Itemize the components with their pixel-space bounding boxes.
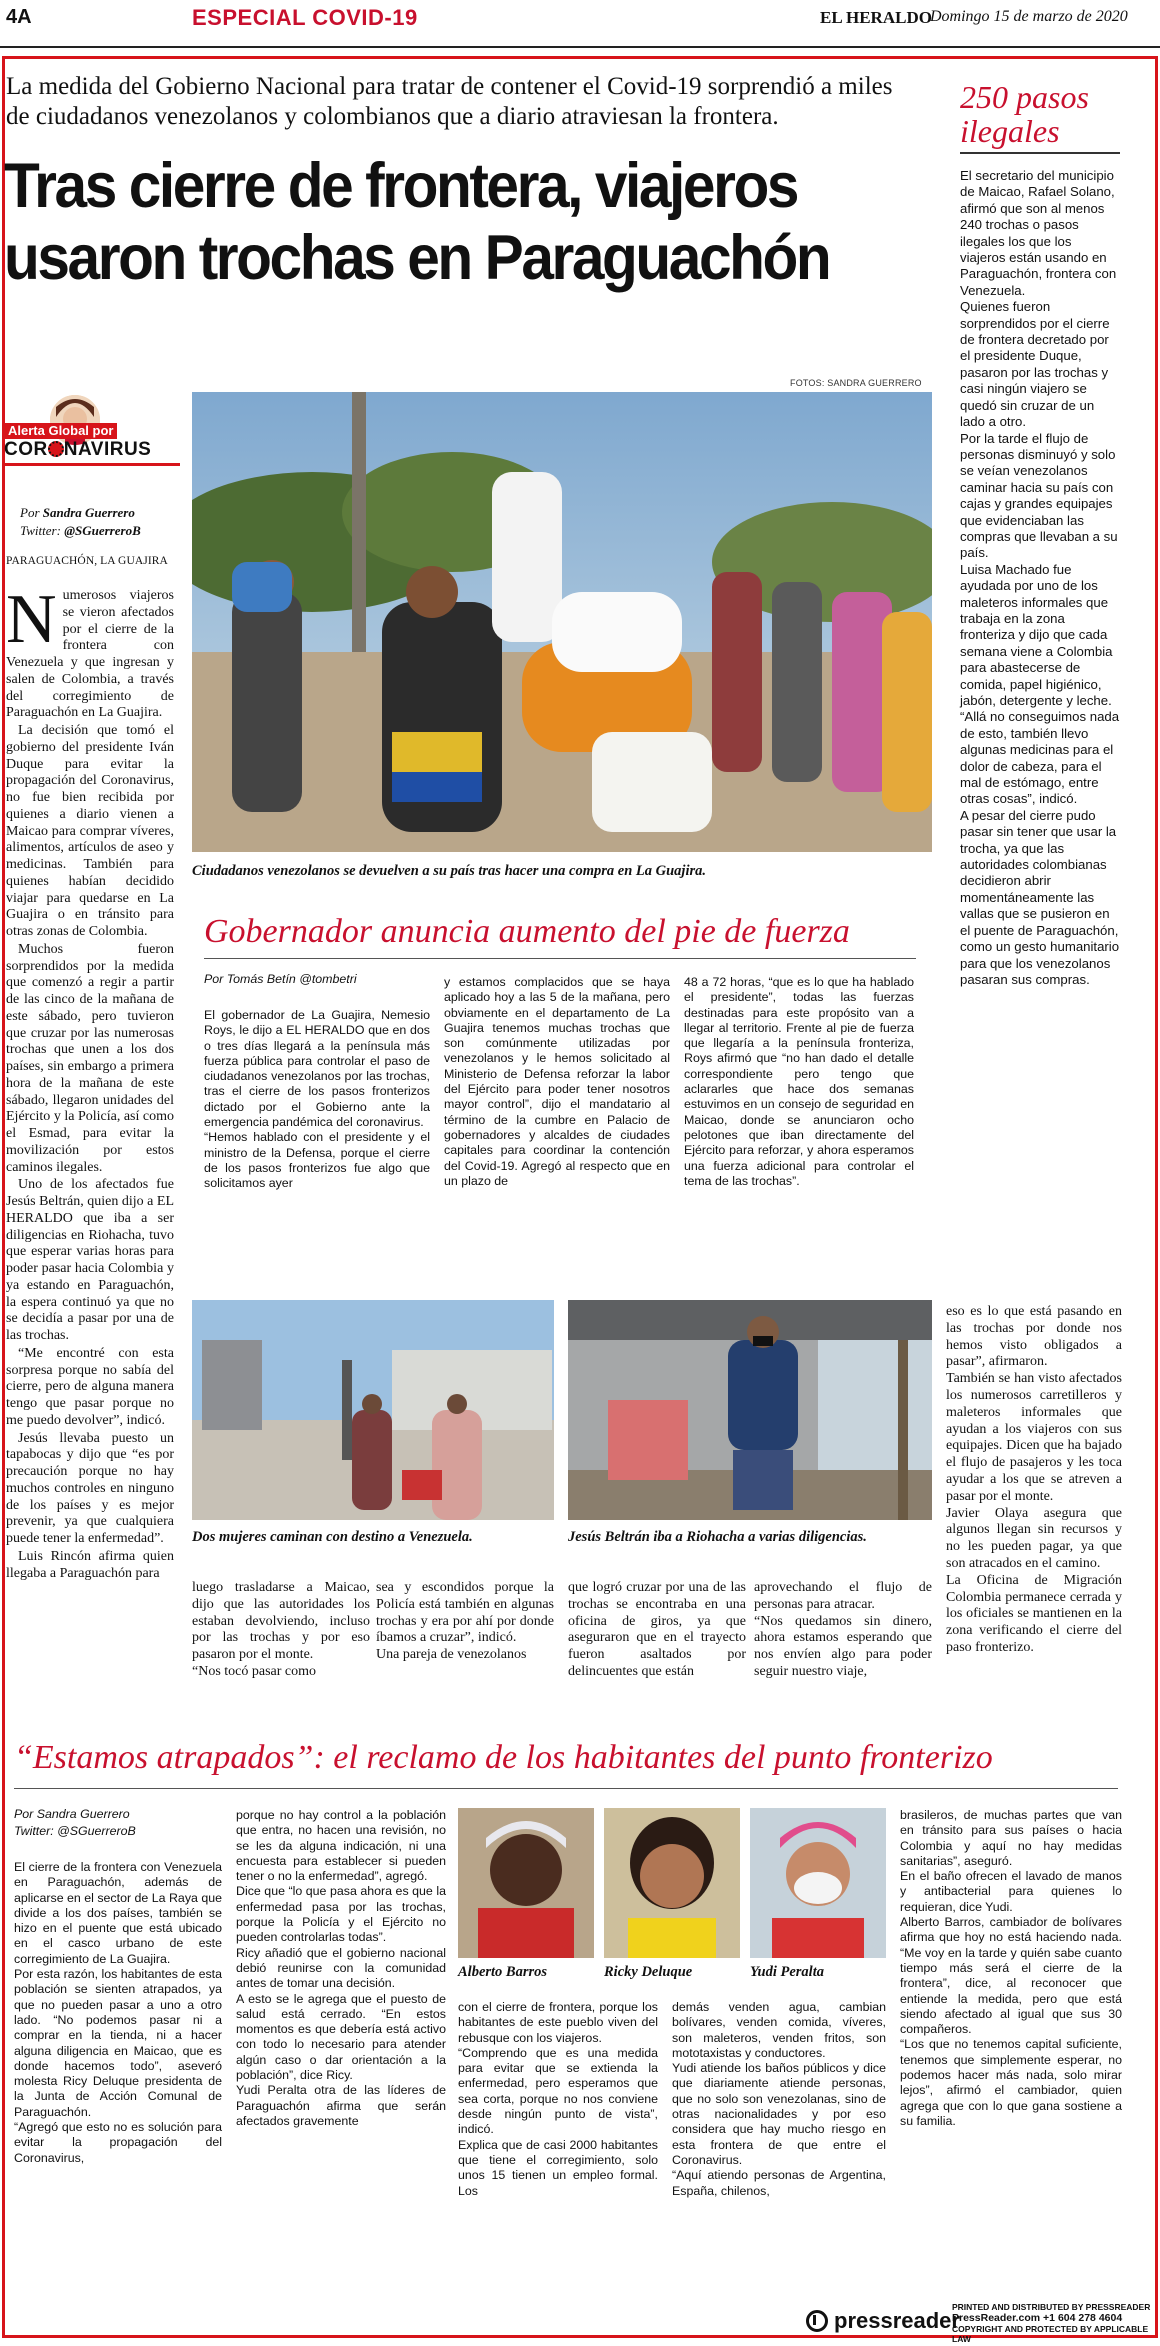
governor-column-3: 48 a 72 horas, “que es lo que ha hablado el presidente”, todas las fuerzas destinadas para este propósito van a llegar al territorio. Frente al pie de fuerza que llegaría a la península fronteriza, Roys afirmó que “no han dado el detalle correspondiente pero tengo que aclararles que hace dos semanas estuvimos en un consejo de seguridad en Maicao, donde se anunciaron ocho pelotones que iban directamente del Ejército para reforzar, y ahora esperamos una fuerza adicional para controlar el tema de las trochas”. bbox=[684, 975, 914, 1188]
headline-line-1: Tras cierre de frontera, viajeros bbox=[4, 151, 797, 221]
dropcap: N bbox=[6, 581, 57, 658]
pressreader-line-2: PressReader.com +1 604 278 4604 bbox=[952, 2312, 1123, 2324]
main-photo bbox=[192, 392, 932, 852]
bottom-headline: “Estamos atrapados”: el reclamo de los habitantes del punto fronterizo bbox=[14, 1739, 993, 1776]
photo-jesus bbox=[568, 1300, 932, 1520]
virus-icon bbox=[48, 441, 64, 457]
portrait-alberto-image bbox=[458, 1808, 594, 1958]
headline bbox=[4, 150, 888, 294]
main-story-column-6: eso es lo que está pasando en las trochas por donde nos hemos visto obligados a pasar”, afirmaron. También se han visto afectados los numerosos carretilleros y maleteros informales que ayudan a los viajeros con sus equipajes. Dicen que ha bajado el flujo de pasajeros y les toca ayudar a los que se atreven a pasar por el monte. Javier Olaya asegura que algunos llegan sin recursos y no les pueden pagar, ya que son atracados en el camino. La Oficina de Migración Colombia permanece cerrada y los oficiales se mantienen en la zona verificando el cierre del paso fronterizo. bbox=[946, 1304, 1122, 1655]
main-story-paragraph: umerosos viajeros se vieron afectados por el cierre de la frontera con Venezuela y que ingresan y salen de Colombia, a través del corregimiento de Paraguachón en La Guajira. bbox=[6, 588, 174, 721]
edition-date: Domingo 15 de marzo de 2020 bbox=[930, 8, 1128, 25]
portrait-ricky bbox=[604, 1808, 740, 1958]
bottom-column-5: brasileros, de muchas partes que van en tránsito para sus países o hacia Colombia y aquí no hay medidas sanitarias”, aseguró. En el baño ofrecen el lavado de manos y antibacterial para quienes lo requieran, dice Yudi. Alberto Barros, cambiador de bolívares afirma que hoy no está haciendo nada. “Me voy en la tarde y quién sabe cuanto tiempo más será el cierre de la frontera”, dice, al reconocer que entiende la medida, pero que está siendo afectado al igual que sus 30 compañeros. “Los que no tenemos capital suficiente, tenemos que simplemente esperar, no podemos hacer más nada, solo mirar lejos”, afirmó el cambiador, quien agrega que con lo que gana sostiene a su familia. bbox=[900, 1808, 1122, 2128]
newspaper-name: EL HERALDO bbox=[820, 8, 932, 27]
portrait-name-2: Ricky Deluque bbox=[604, 1964, 693, 1980]
masthead bbox=[0, 0, 1160, 48]
byline-prefix: Por bbox=[20, 505, 40, 520]
badge-title bbox=[4, 439, 151, 461]
section-name: ESPECIAL COVID-19 bbox=[192, 5, 418, 30]
portrait-yudi bbox=[750, 1808, 886, 1958]
bottom-column-2: porque no hay control a la población que entra, no hacen una revisión, no se les da alguna indicación, ni una encuesta para establecer si pueden tener o no la enfermedad”, agregó. Dice que “lo que pasa ahora es que la enfermedad pasa por las trochas, porque la Policía y el Ejército no pueden controlarlas todas”. Ricy añadió que el gobierno nacional debió reunirse con la comunidad antes de tomar una decisión. A esto se le agrega que el puesto de salud está cerrado. “En estos momentos es que debería está activo con todo lo necesario para atender algún caso o dar orientación a la población”, dice Ricy. Yudi Peralta otra de las líderes de Paraguachón afirma que serán afectados gravemente bbox=[236, 1808, 446, 2128]
main-story-paragraph: “Me encontré con esta sorpresa porque no sabía del cierre, pero de alguna manera tengo que pasar porque no me puedo devolver”, indicó. bbox=[6, 1345, 174, 1428]
main-story-paragraph: Luis Rincón afirma quien llegaba a Paraguachón para bbox=[6, 1548, 174, 1581]
sidebar-title: 250 pasos ilegales bbox=[960, 79, 1089, 149]
byline-twitter: @SGuerreroB bbox=[64, 523, 141, 538]
pressreader-notice bbox=[952, 2302, 1152, 2344]
sidebar-rule bbox=[960, 152, 1120, 154]
byline bbox=[20, 504, 190, 540]
pressreader-line-3: COPYRIGHT AND PROTECTED BY APPLICABLE LAW bbox=[952, 2324, 1149, 2344]
portrait-name-3: Yudi Peralta bbox=[750, 1964, 824, 1980]
main-story-column-2: luego trasladarse a Maicao, dijo que las autoridades los estaban devolviendo, incluso por las trochas y por eso pasaron por el monte. “Nos tocó pasar como bbox=[192, 1580, 370, 1679]
photo-women-caption: Dos mujeres caminan con destino a Venezuela. bbox=[192, 1529, 473, 1545]
pressreader-icon bbox=[806, 2310, 828, 2332]
badge-title-start: COR bbox=[4, 439, 48, 460]
main-photo-caption: Ciudadanos venezolanos se devuelven a su país tras hacer una compra en La Guajira. bbox=[192, 863, 706, 879]
byline-author: Sandra Guerrero bbox=[42, 505, 135, 520]
sidebar-body: El secretario del municipio de Maicao, Rafael Solano, afirmó que son al menos 240 trochas o pasos ilegales los que los viajeros están usando en Paraguachón, frontera con Venezuela. Quienes fueron sorprendidos por el cierre de frontera decretado por el presidente Duque, pasaron por las trochas y casi ningún viajero se quedó sin cruzar de un lado a otro. Por la tarde el flujo de personas disminuyó y solo se veían venezolanos caminar hacia su país con cajas y grandes equipajes que evidenciaban las compras que llevaban a su país. Luisa Machado fue ayudada por uno de los maleteros informales que trabaja en la zona fronteriza y dijo que cada semana viene a Colombia para abastecerse de comida, papel higiénico, jabón, detergente y leche. “Allá no conseguimos nada de esto, también llevo algunas medicinas para el dolor de cabeza, para el mal de estómago, entre otras cosas”, indicó. A pesar del cierre pudo pasar sin tener que usar la trocha, ya que las autoridades colombianas decidieron abrir momentáneamente las vallas que se pusieron en el puente de Paraguachón, como un gesto humanitario para que los venezolanos pasaran sus compras. bbox=[960, 168, 1120, 987]
portrait-name-1: Alberto Barros bbox=[458, 1964, 548, 1980]
governor-column-1: El gobernador de La Guajira, Nemesio Roys, le dijo a EL HERALDO que en dos o tres días llegará a la península más fuerza pública para controlar el paso de ciudadanos venezolanos por las trochas, tras el cierre de los pasos fronterizos dictado por el Gobierno ante la emergencia pandémica del coronavirus. “Hemos hablado con el presidente y el ministro de la Defensa, porque el cierre de los pasos fronterizos fue algo que solicitamos ayer bbox=[204, 1008, 430, 1191]
governor-column-2: y estamos complacidos que se haya aplicado hoy a las 5 de la mañana, pero obviamente en el departamento de La Guajira tenemos muchas trochas que son comúnmente utilizadas por venezolanos y le hemos solicitado al Ministerio de Defensa reforzar la labor del Ejército para poder tener nosotros mayor control”, dijo el mandatario al término de la cumbre en Palacio de gobernadores y alcaldes de ciudades capitales para coordinar la contención del Covid-19. Agregó al respecto que en un plazo de bbox=[444, 975, 670, 1188]
bottom-rule bbox=[14, 1788, 1118, 1789]
pressreader-wordmark: pressreader bbox=[834, 2308, 960, 2333]
main-story-paragraph: Muchos fueron sorprendidos por la medida que comenzó a regir a partir de las cinco de la mañana de este sábado, pero tuvieron que cruzar por las numerosas trochas que unen a los dos países, sin embargo a primera hora de la mañana de este sábado, llegaron unidades del Ejército y la Policía, así como el Esmad, para evitar la movilización por estos caminos ilegales. bbox=[6, 941, 174, 1175]
bottom-byline bbox=[14, 1806, 136, 1840]
main-story-paragraph: La decisión que tomó el gobierno del presidente Iván Duque para evitar la propagación del Coronavirus, no fue bien recibida por quienes a diario vienen a Maicao para comprar víveres, alimentos, artículos de aseo y medicinas. También para quienes habían decidido viajar para quedarse en La Guajira o en tránsito para otras zonas de Colombia. bbox=[6, 723, 174, 939]
byline-twitter-prefix: Twitter: bbox=[20, 523, 61, 538]
main-story-paragraph: Uno de los afectados fue Jesús Beltrán, quien dijo a EL HERALDO que iba a ser diligencias en Riohacha, tuvo que esperar varias horas para poder pasar hacia Colombia y ya estando en Paraguachón, la espera continuó ya que no se decidía a pasar por una de las trochas. bbox=[6, 1177, 174, 1343]
main-story-column-1 bbox=[6, 581, 174, 1583]
portrait-yudi-image bbox=[750, 1808, 886, 1958]
page-number: 4A bbox=[6, 6, 32, 28]
photo-women bbox=[192, 1300, 554, 1520]
portrait-alberto bbox=[458, 1808, 594, 1958]
badge-label: Alerta Global por bbox=[4, 423, 117, 439]
main-story-column-3: sea y escondidos porque la Policía está también en algunas trochas y era por ahí por donde íbamos a cruzar”, indicó. Una pareja de venezolanos bbox=[376, 1580, 554, 1663]
sidebar-text bbox=[960, 168, 1120, 988]
pressreader-logo bbox=[806, 2308, 960, 2334]
governor-rule bbox=[204, 958, 916, 959]
portrait-ricky-image bbox=[604, 1808, 740, 1958]
main-photo-image bbox=[192, 392, 932, 852]
photo-jesus-caption: Jesús Beltrán iba a Riohacha a varias diligencias. bbox=[568, 1529, 867, 1545]
coronavirus-badge bbox=[4, 395, 180, 480]
main-story-column-4: que logró cruzar por una de las trochas se encontraba en una oficina de giros, ya que aseguraron que en el trayecto fueron asaltados por delincuentes que están bbox=[568, 1580, 746, 1679]
main-story-paragraph: Jesús llevaba puesto un tapabocas y dijo que “es por precaución porque no hay muchos controles en ninguno de los países y es mejor prevenir, ya que cualquiera puede tener la enfermedad”. bbox=[6, 1430, 174, 1546]
photo-jesus-image bbox=[568, 1300, 932, 1520]
headline-line-2: usaron trochas en Paraguachón bbox=[4, 223, 830, 293]
photo-credit: FOTOS: SANDRA GUERRERO bbox=[790, 378, 922, 388]
bottom-column-4: demás venden agua, cambian bolívares, venden comida, víveres, son maleteros, venden fritos, son mototaxistas y conductores. Yudi atiende los baños públicos y dice que diariamente atiende personas, que no solo son venezolanas, sino de otras nacionalidades y por eso considera que hay mucho riesgo en esta frontera de que entre el Coronavirus. “Aquí atiendo personas de Argentina, España, chilenos, bbox=[672, 2000, 886, 2198]
bottom-column-3: con el cierre de frontera, porque los habitantes de este pueblo viven del rebusque con los viajeros. “Comprendo que es una medida para evitar que se extienda la enfermedad, pero esperamos que sea corta, porque no nos conviene desde ningún punto de vista”, indicó. Explica que de casi 2000 habitantes que tiene el corregimiento, solo unos 15 tienen un empleo formal. Los bbox=[458, 2000, 658, 2198]
photo-women-image bbox=[192, 1300, 554, 1520]
governor-headline: Gobernador anuncia aumento del pie de fuerza bbox=[204, 913, 850, 950]
bottom-byline-author: Por Sandra Guerrero bbox=[14, 1807, 130, 1821]
pressreader-footer bbox=[806, 2302, 1160, 2342]
pressreader-line-1: PRINTED AND DISTRIBUTED BY PRESSREADER bbox=[952, 2302, 1151, 2312]
governor-byline: Por Tomás Betín @tombetri bbox=[204, 972, 357, 986]
badge-title-end: NAVIRUS bbox=[63, 439, 152, 460]
badge-underline bbox=[4, 463, 180, 466]
dateline: PARAGUACHÓN, LA GUAJIRA bbox=[6, 555, 168, 567]
deck: La medida del Gobierno Nacional para tratar de contener el Covid-19 sorprendió a miles de ciudadanos venezolanos y colombianos que a diario atraviesan la frontera. bbox=[6, 73, 893, 130]
bottom-byline-twitter: Twitter: @SGuerreroB bbox=[14, 1824, 136, 1838]
bottom-column-1: El cierre de la frontera con Venezuela en Paraguachón, además de aplicarse en el sector de La Raya que divide a los dos países, también se hizo en el puente que está ubicado en el casco urbano de este corregimiento de La Guajira. Por esta razón, los habitantes de esta población se sienten atrapados, ya que no pueden pasar a uno a otro lado. “No podemos pasar ni a comprar en la tienda, ni a hacer alguna diligencia en Maicao, que es donde hacemos todo”, aseveró molesta Ricy Deluque presidenta de la Junta de Acción Comunal de Paraguachón. “Agregó que esto no es solución para evitar la propagación del Coronavirus, bbox=[14, 1860, 223, 2165]
main-story-column-5: aprovechando el flujo de personas para atracar. “Nos quedamos sin dinero, ahora estamos esperando que nos envíen algo para poder seguir nuestro viaje, bbox=[754, 1580, 932, 1679]
